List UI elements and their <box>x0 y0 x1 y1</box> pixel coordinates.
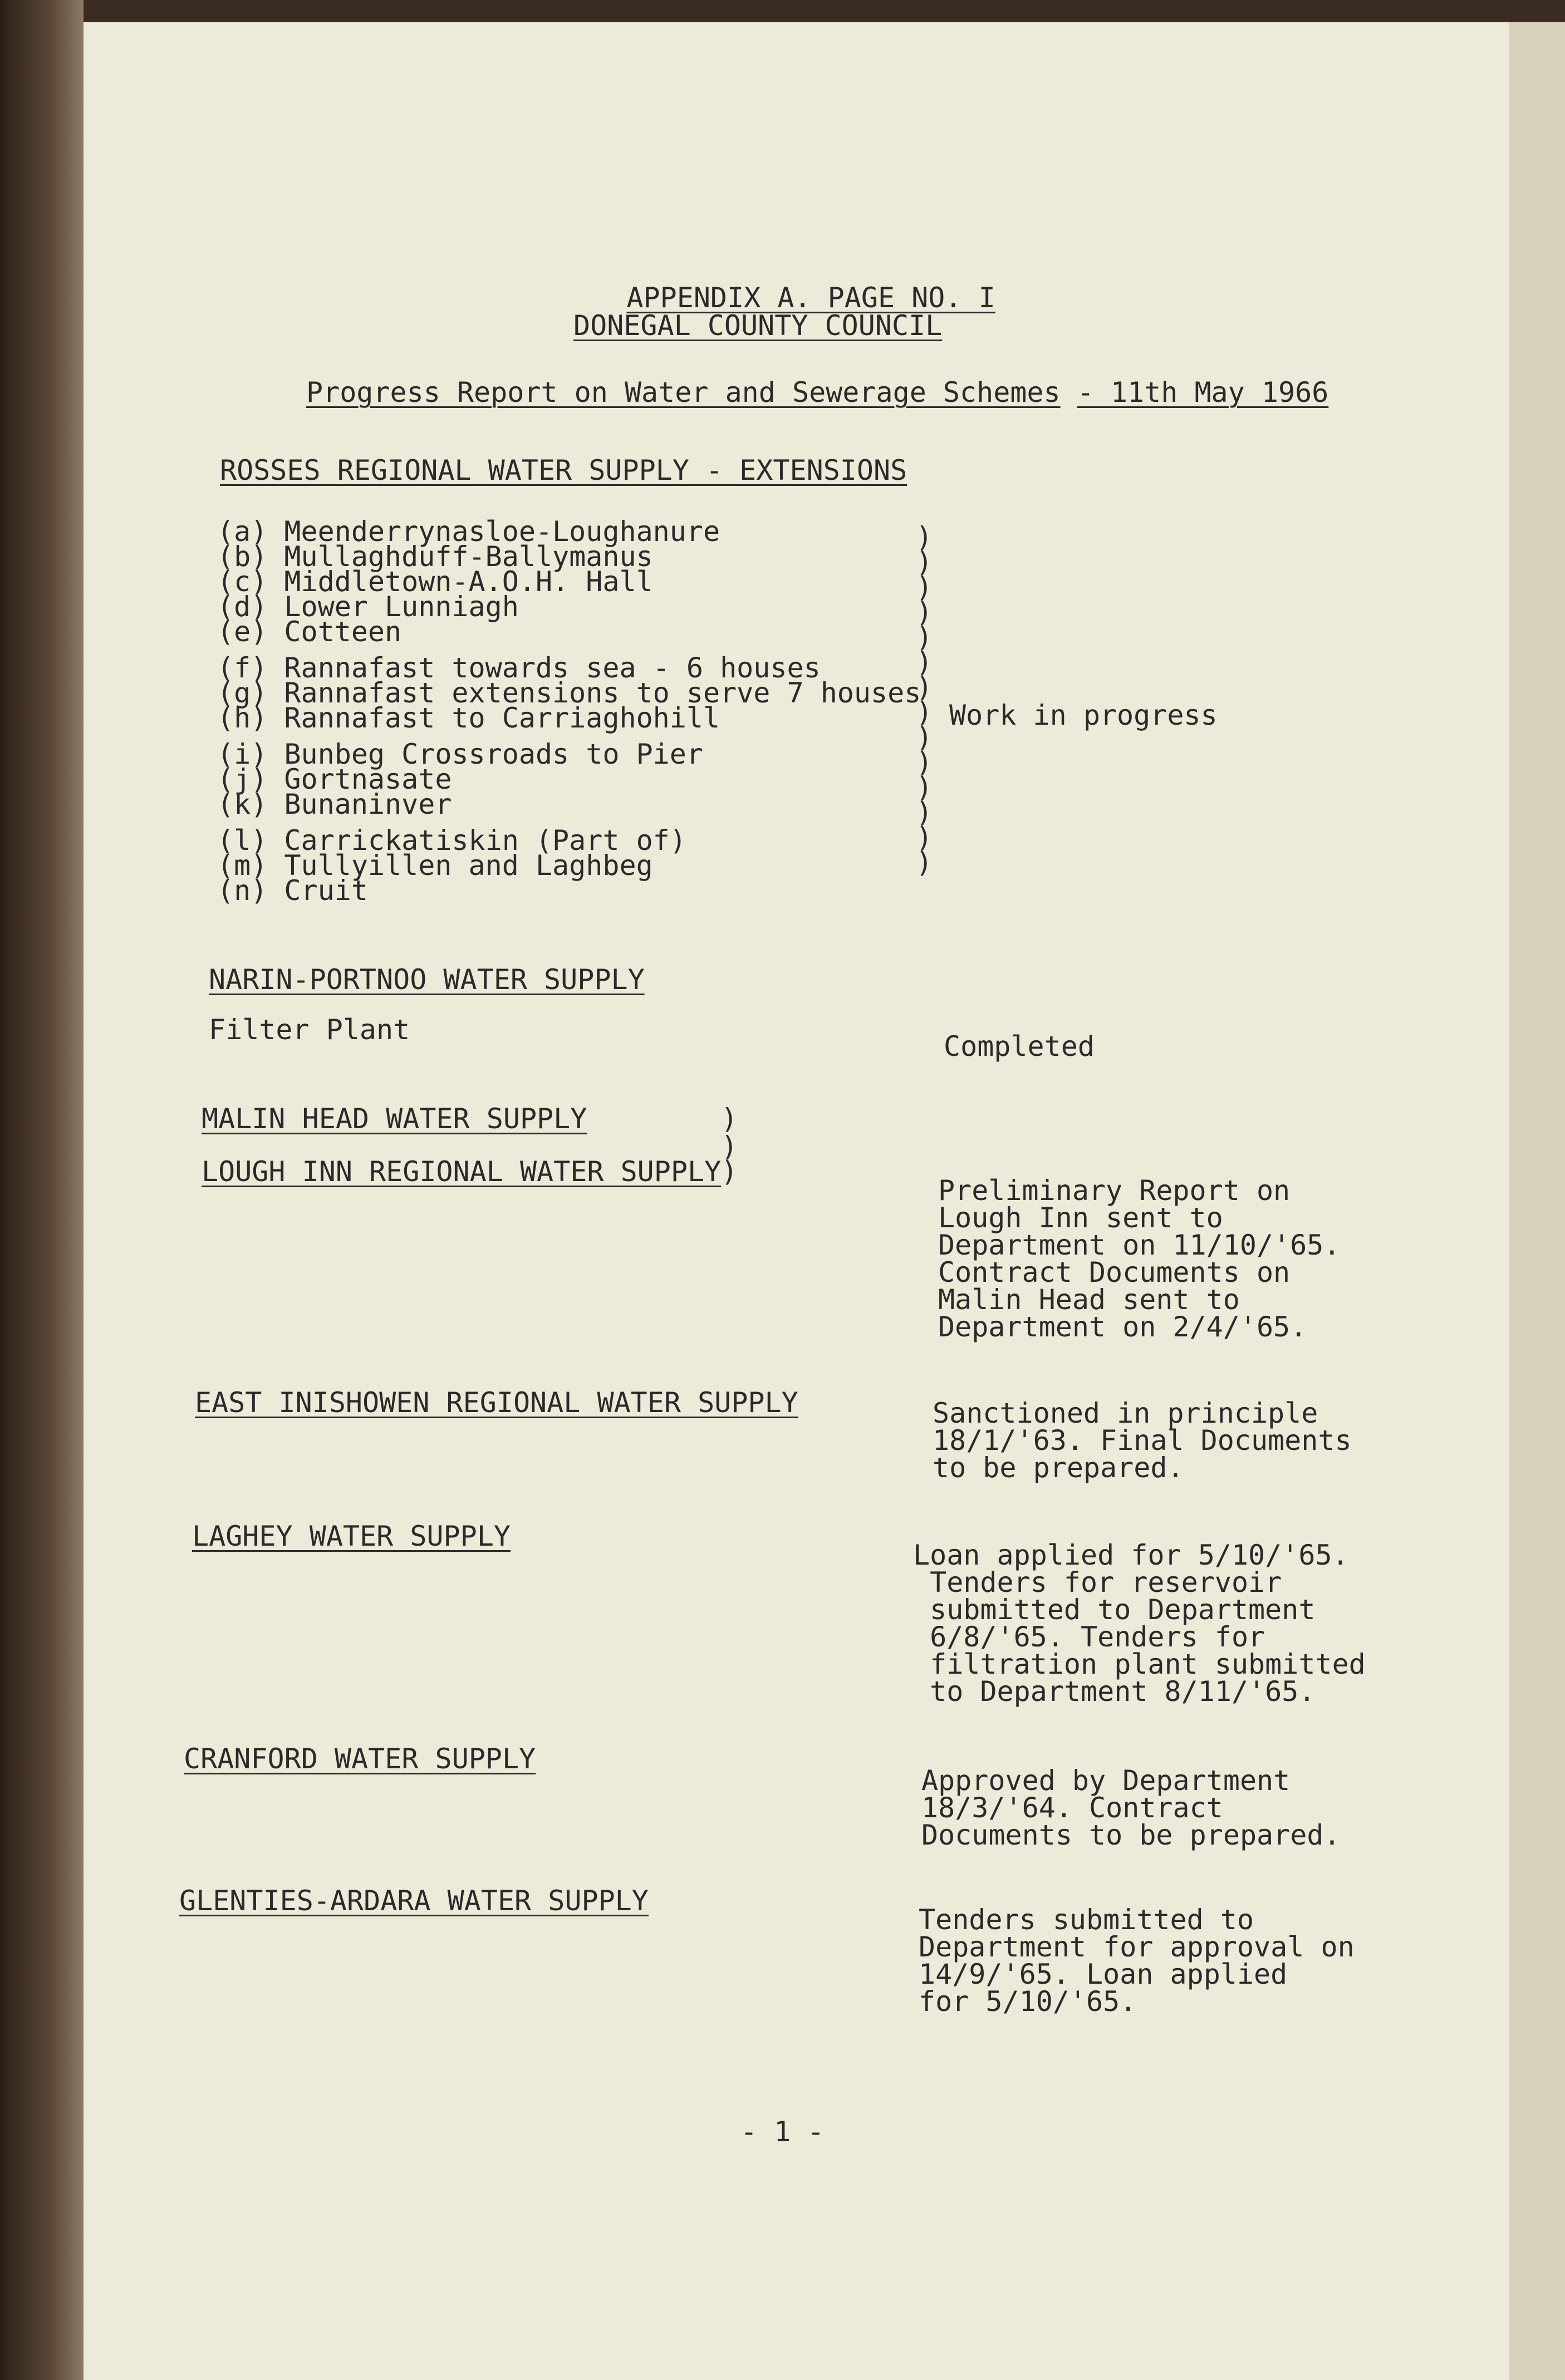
list-item: (d) Lower Lunniagh <box>217 591 519 623</box>
list-item: (g) Rannafast extensions to serve 7 houses <box>217 677 921 709</box>
narin-status: Completed <box>944 1030 1095 1063</box>
rosses-heading: ROSSES REGIONAL WATER SUPPLY - EXTENSIONS <box>220 454 907 486</box>
malin-status: Preliminary Report on Lough Inn sent to Department on 11/10/'65. Contract Documents on Malin Head sent to Department on 2/4/'65. <box>938 1174 1341 1343</box>
laghey-heading: LAGHEY WATER SUPPLY <box>192 1520 511 1552</box>
list-item: (k) Bunaninver <box>217 788 452 820</box>
list-item: (f) Rannafast towards sea - 6 houses <box>217 652 821 684</box>
rosses-status: Work in progress <box>949 699 1218 731</box>
lough-inn-heading: LOUGH INN REGIONAL WATER SUPPLY <box>202 1155 722 1188</box>
list-item: (a) Meenderrynasloe-Loughanure <box>217 515 720 548</box>
report-date: - 11th May 1966 <box>1077 376 1329 409</box>
report-title: Progress Report on Water and Sewerage Schemes <box>306 376 1061 409</box>
cranford-heading: CRANFORD WATER SUPPLY <box>184 1743 536 1775</box>
council-title: DONEGAL COUNTY COUNCIL <box>573 309 943 342</box>
cranford-status: Approved by Department 18/3/'64. Contract Documents to be prepared. <box>921 1764 1341 1851</box>
list-item: (h) Rannafast to Carriaghohill <box>217 702 720 734</box>
malin-heading: MALIN HEAD WATER SUPPLY <box>202 1103 587 1135</box>
glenties-status: Tenders submitted to Department for approval on 14/9/'65. Loan applied for 5/10/'65. <box>919 1904 1355 2018</box>
list-item: (e) Cotteen <box>217 616 402 648</box>
east-inishowen-status: Sanctioned in principle 18/1/'63. Final Documents to be prepared. <box>933 1397 1352 1484</box>
list-item: (m) Tullyillen and Laghbeg <box>217 849 653 882</box>
laghey-status: Loan applied for 5/10/'65. Tenders for reservoir submitted to Department 6/8/'65. Tenders for filtration plant submitted to Department 8/11/'65. <box>913 1539 1366 1708</box>
narin-heading: NARIN-PORTNOO WATER SUPPLY <box>209 963 645 996</box>
rosses-bracket: ) ) ) ) ) ) ) ) ) ) ) ) ) ) <box>916 521 933 879</box>
list-item: (n) Cruit <box>217 874 368 907</box>
glenties-heading: GLENTIES-ARDARA WATER SUPPLY <box>179 1885 649 1917</box>
book-spine <box>0 0 84 2380</box>
bracket-glyph: ) <box>721 1155 738 1188</box>
list-item: (c) Middletown-A.O.H. Hall <box>217 566 653 598</box>
bracket-glyph: ) <box>721 1103 738 1135</box>
narin-item: Filter Plant <box>209 1014 410 1046</box>
appendix-line-text: APPENDIX A. PAGE NO. I <box>626 282 995 314</box>
list-item: (i) Bunbeg Crossroads to Pier <box>217 738 703 770</box>
list-item: (j) Gortnasate <box>217 763 452 795</box>
east-inishowen-heading: EAST INISHOWEN REGIONAL WATER SUPPLY <box>195 1386 798 1419</box>
list-item: (l) Carrickatiskin (Part of) <box>217 824 686 857</box>
list-item: (b) Mullaghduff-Ballymanus <box>217 540 653 573</box>
page-edges <box>1509 22 1565 2380</box>
document-page <box>84 22 1509 2380</box>
bracket-glyph: ) <box>721 1130 738 1163</box>
report-title-line <box>306 376 1329 409</box>
page-number: - 1 - <box>740 2116 825 2148</box>
